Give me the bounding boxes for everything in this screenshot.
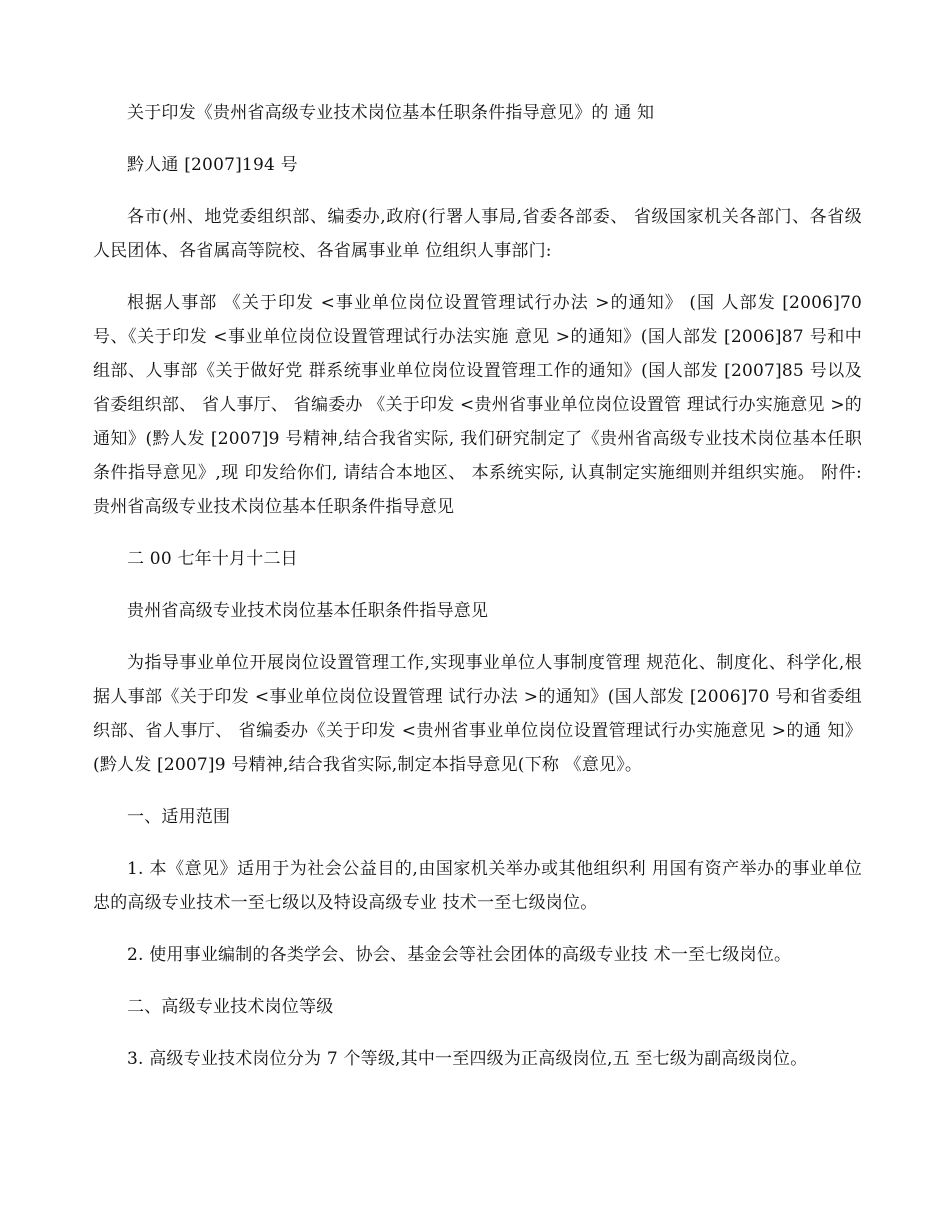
clause-3: 3. 高级专业技术岗位分为 7 个等级,其中一至四级为正高级岗位,五 至七级为副高级岗位。 [127, 1049, 808, 1069]
section-heading-scope: 一、适用范围 [127, 807, 231, 827]
clause-1: 1. 本《意见》适用于为社会公益目的,由国家机关举办或其他组织利 用国有资产举办的事业单位忠的高级专业技术一至七级以及特设高级专业 技术一至七级岗位。 [93, 859, 862, 913]
section-heading-levels: 二、高级专业技术岗位等级 [127, 997, 334, 1017]
attachment-intro-paragraph: 为指导事业单位开展岗位设置管理工作,实现事业单位人事制度管理 规范化、制度化、科学化,根据人事部《关于印发 <事业单位岗位设置管理 试行办法 >的通知》(国人部发 [2006]70 号和省委组织部、省人事厅、 省编委办《关于印发 <贵州省事业单位岗位设置管理试行办实施意见 >的通 知》(黔人发 [2007]9 号精神,结合我省实际,制定本指导意见(下称 《意见》。 [93, 653, 862, 775]
document-number: 黔人通 [2007]194 号 [127, 155, 298, 175]
notice-body-paragraph: 根据人事部 《关于印发 <事业单位岗位设置管理试行办法 >的通知》 (国 人部发 [2006]70 号、《关于印发 <事业单位岗位设置管理试行办法实施 意见 >的通知》(国人部发 [2006]87 号和中组部、人事部《关于做好党 群系统事业单位岗位设置管理工作的通知》(国人部发 [2007]85 号以及 省委组织部、 省人事厅、 省编委办 《关于印发 <贵州省事业单位岗位设置管 理试行办实施意见 >的通知》(黔人发 [2007]9 号精神,结合我省实际, 我们研究制定了《贵州省高级专业技术岗位基本任职条件指导意见》,现 印发给你们, 请结合本地区、 本系统实际, 认真制定实施细则并组织实施。 附件:贵州省高级专业技术岗位基本任职条件指导意见 [93, 293, 862, 517]
clause-2: 2. 使用事业编制的各类学会、协会、基金会等社会团体的高级专业技 术一至七级岗位。 [127, 945, 792, 965]
recipients-paragraph: 各市(州、地党委组织部、编委办,政府(行署人事局,省委各部委、 省级国家机关各部门、各省级人民团体、各省属高等院校、各省属事业单 位组织人事部门: [93, 207, 862, 261]
notice-date: 二 00 七年十月十二日 [127, 549, 298, 569]
attachment-title: 贵州省高级专业技术岗位基本任职条件指导意见 [127, 601, 489, 621]
notice-title: 关于印发《贵州省高级专业技术岗位基本任职条件指导意见》的 通 知 [127, 103, 655, 123]
